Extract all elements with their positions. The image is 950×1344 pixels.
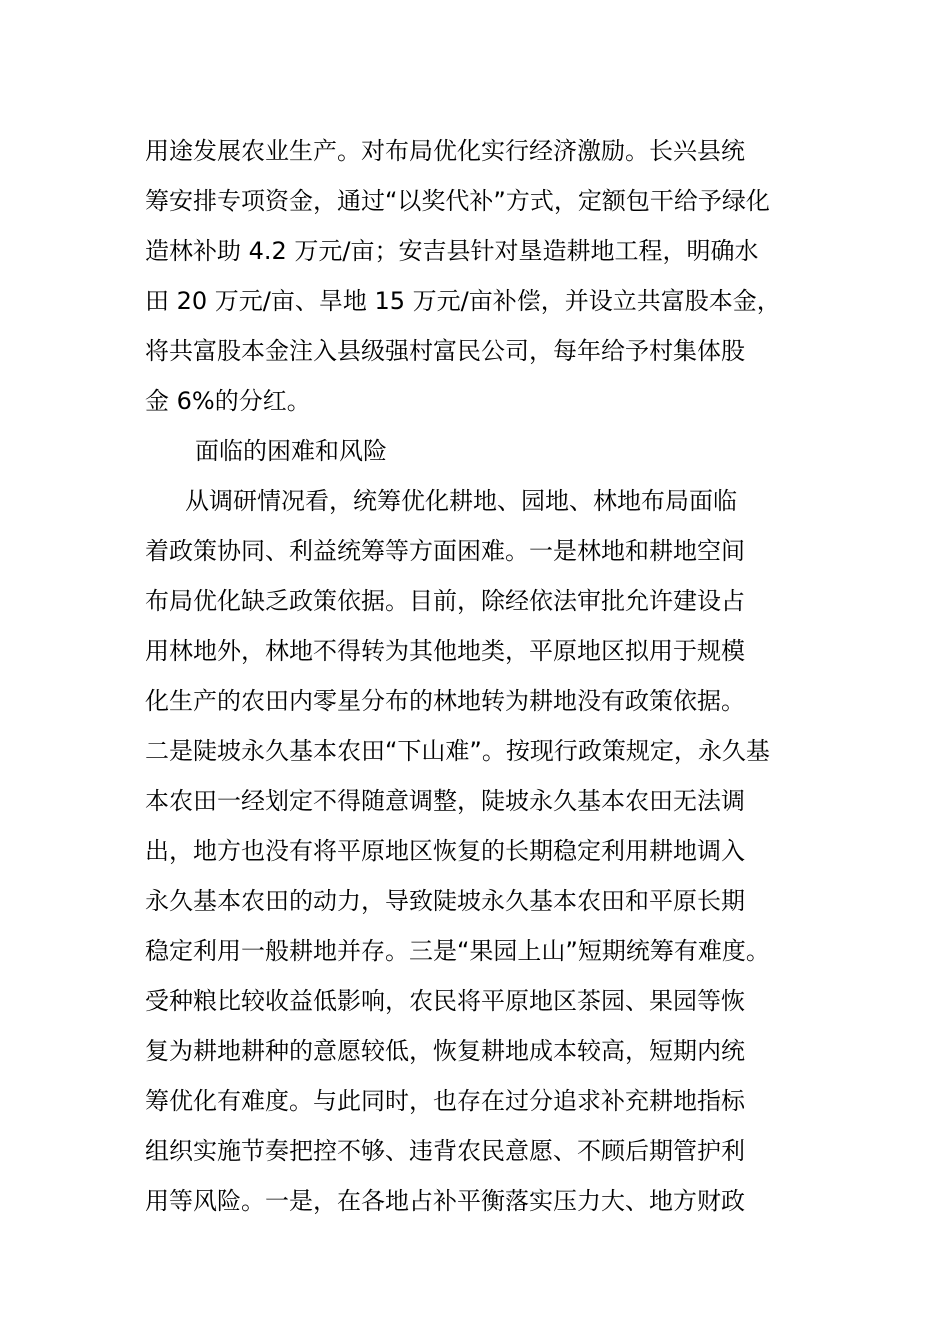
paragraph-line: 田 20 万元/亩、旱地 15 万元/亩补偿，并设立共富股本金， — [145, 287, 781, 315]
paragraph-line: 用途发展农业生产。对布局优化实行经济激励。长兴县统 — [145, 137, 745, 165]
paragraph-line: 筹优化有难度。与此同时，也存在过分追求补充耕地指标 — [145, 1087, 745, 1115]
paragraph-line: 出，地方也没有将平原地区恢复的长期稳定利用耕地调入 — [145, 837, 745, 865]
paragraph-line: 造林补助 4.2 万元/亩；安吉县针对垦造耕地工程，明确水 — [145, 237, 759, 265]
paragraph-line: 筹安排专项资金，通过“以奖代补”方式，定额包干给予绿化 — [145, 187, 770, 215]
section-heading: 面临的困难和风险 — [195, 437, 387, 465]
paragraph-line: 化生产的农田内零星分布的林地转为耕地没有政策依据。 — [145, 687, 745, 715]
paragraph-line: 着政策协同、利益统筹等方面困难。一是林地和耕地空间 — [145, 537, 745, 565]
paragraph-line: 永久基本农田的动力，导致陡坡永久基本农田和平原长期 — [145, 887, 745, 915]
paragraph-line: 用林地外，林地不得转为其他地类，平原地区拟用于规模 — [145, 637, 745, 665]
paragraph-line: 受种粮比较收益低影响，农民将平原地区茶园、果园等恢 — [145, 987, 745, 1015]
document-body — [145, 126, 845, 1226]
paragraph-line: 布局优化缺乏政策依据。目前，除经依法审批允许建设占 — [145, 587, 745, 615]
paragraph-line: 将共富股本金注入县级强村富民公司，每年给予村集体股 — [145, 337, 745, 365]
paragraph-line: 组织实施节奏把控不够、违背农民意愿、不顾后期管护利 — [145, 1137, 745, 1165]
paragraph-line: 用等风险。一是，在各地占补平衡落实压力大、地方财政 — [145, 1187, 745, 1215]
paragraph-incentives — [145, 126, 845, 426]
paragraph-line: 稳定利用一般耕地并存。三是“果园上山”短期统筹有难度。 — [145, 937, 770, 965]
paragraph-line: 二是陡坡永久基本农田“下山难”。按现行政策规定，永久基 — [145, 737, 770, 765]
paragraph-line: 复为耕地耕种的意愿较低，恢复耕地成本较高，短期内统 — [145, 1037, 745, 1065]
paragraph-difficulties — [145, 476, 845, 1226]
paragraph-line: 本农田一经划定不得随意调整，陡坡永久基本农田无法调 — [145, 787, 745, 815]
paragraph-line: 金 6%的分红。 — [145, 387, 311, 415]
paragraph-line: 从调研情况看，统筹优化耕地、园地、林地布局面临 — [185, 487, 737, 515]
